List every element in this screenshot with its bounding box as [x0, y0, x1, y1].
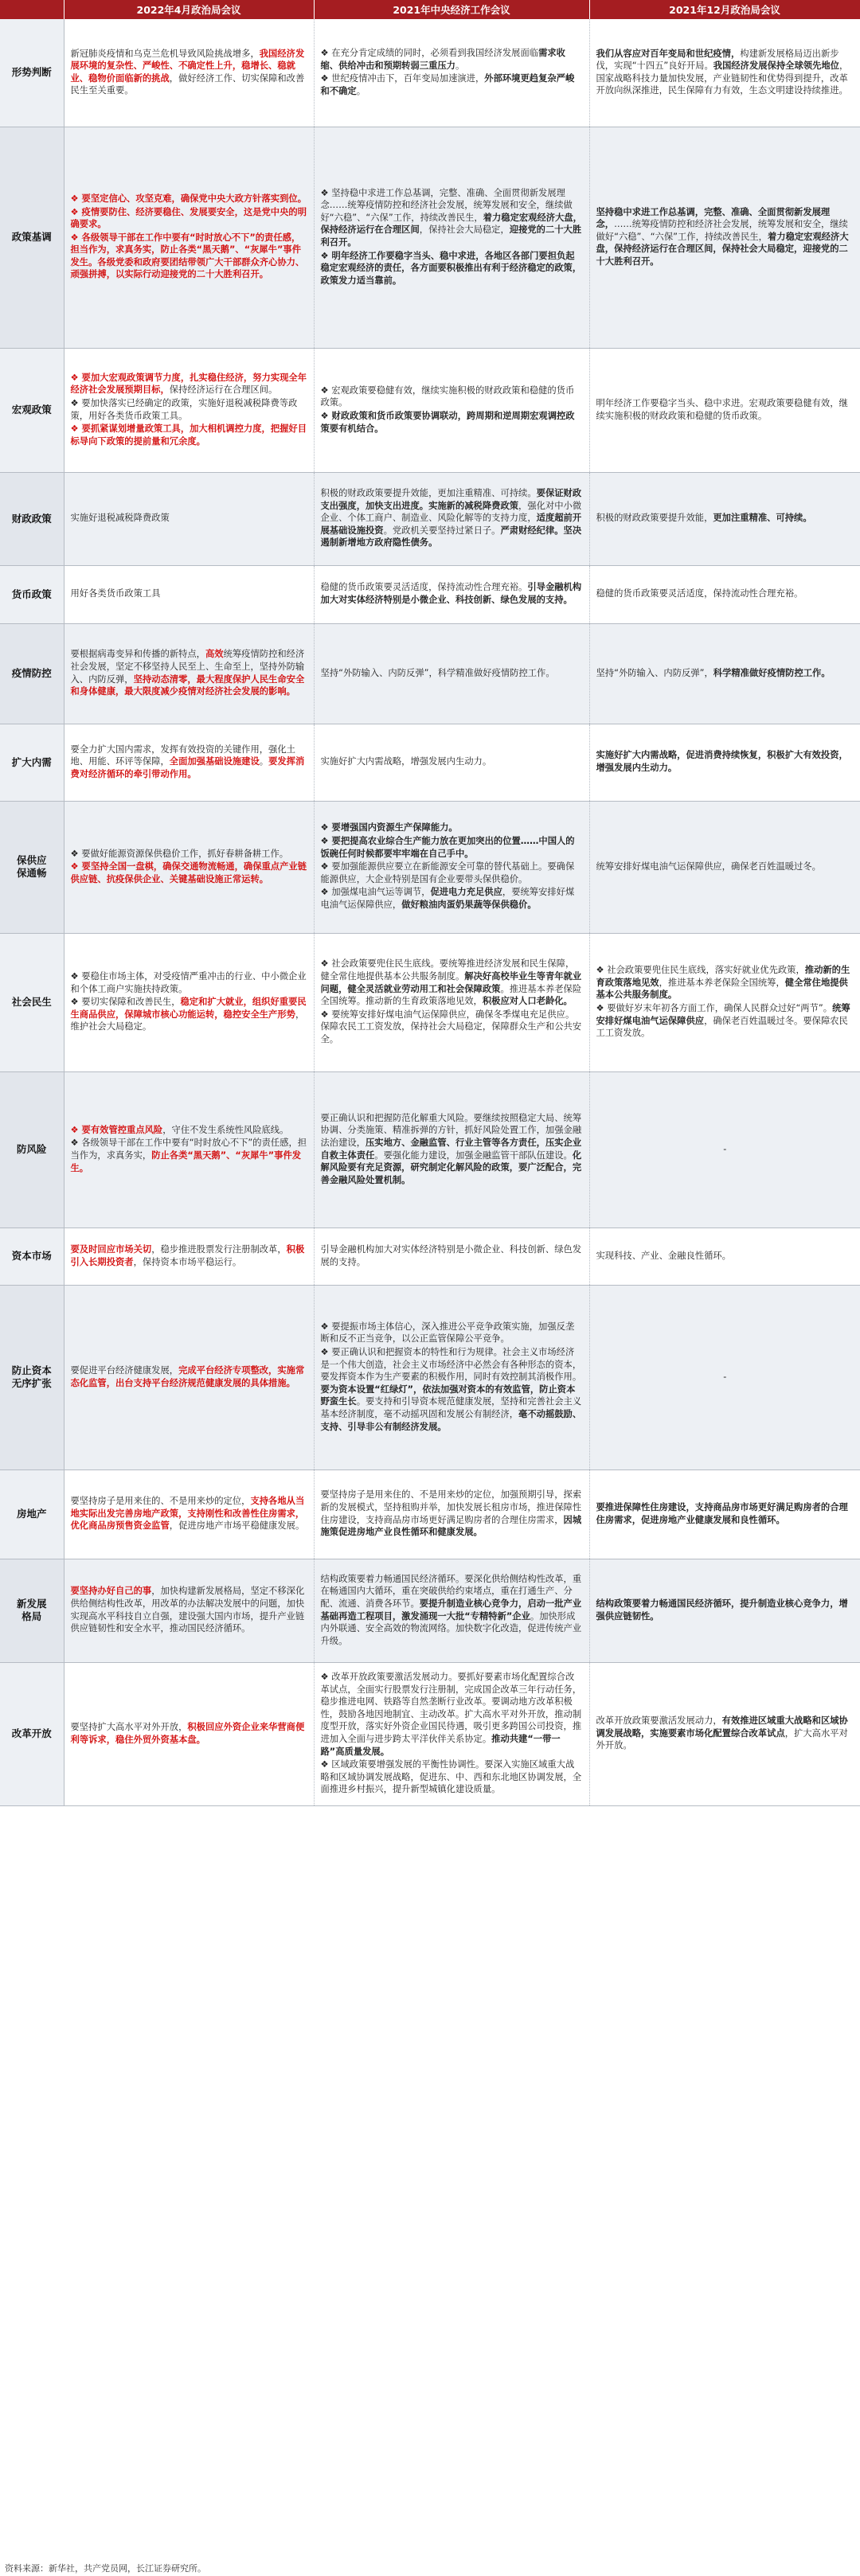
body-text: 明年经济工作要稳字当头、稳中求进。宏观政策要稳健有效，继续实施积极的财政政策和稳健的货币政策。	[596, 397, 848, 421]
policy-cell-dec-2021-politburo	[589, 565, 860, 623]
policy-cell-central-economic-work-conference	[314, 623, 589, 724]
emphasis-text: 做好粮油肉蛋奶果蔬等保供稳价。	[401, 899, 537, 910]
policy-paragraph	[71, 848, 307, 861]
highlighted-text: 积极引入长期投资者	[70, 1243, 305, 1267]
body-text: ，推进基本养老保险全国统筹，	[659, 977, 785, 988]
policy-cell-april-2022-politburo	[64, 127, 314, 348]
policy-cell-dec-2021-politburo	[589, 724, 860, 801]
policy-paragraph	[596, 1143, 854, 1156]
policy-cell-central-economic-work-conference	[314, 19, 589, 127]
table-header-row	[0, 0, 860, 19]
highlighted-text: 要坚持办好自己的事	[70, 1586, 152, 1597]
highlighted-text: ❖ 要有效管控重点风险	[70, 1124, 163, 1135]
policy-cell-april-2022-politburo	[64, 472, 314, 565]
policy-paragraph	[321, 1243, 583, 1268]
table-row	[0, 623, 860, 724]
policy-cell-april-2022-politburo	[64, 1559, 314, 1662]
emphasis-text: 要保证财政支出强度，加快支出进度。实施新的减税降费政策	[320, 488, 582, 511]
emphasis-text: 推动新的生育政策落地见效	[596, 965, 850, 988]
emphasis-text: 解决好高校毕业生等青年就业问题，健全灵活就业劳动用工和社会保障政策	[320, 971, 582, 994]
header-cell-2021-central-economic-work-conference: 2021年中央经济工作会议	[314, 0, 589, 19]
body-text: ，促进房地产市场平稳健康发展。	[169, 1520, 305, 1532]
body-text: 稳健的货币政策要灵活适度，保持流动性合理充裕。	[320, 582, 528, 593]
policy-paragraph	[71, 1137, 307, 1174]
policy-cell-dec-2021-politburo	[589, 127, 860, 348]
policy-paragraph	[321, 1758, 583, 1796]
emphasis-text: 迎接党的二十大胜利召开。	[320, 224, 582, 248]
row-category-label: 保供应 保通畅	[0, 801, 64, 933]
policy-paragraph	[321, 72, 583, 97]
highlighted-text: 高效	[205, 649, 224, 660]
body-text: 。	[259, 756, 269, 767]
highlighted-text: 要发挥消费对经济循环的牵引带动作用。	[70, 756, 305, 779]
row-category-label: 货币政策	[0, 565, 64, 623]
body-text: ❖ 坚持稳中求进工作总基调，完整、准确、全面贯彻新发展理念……统筹疫情防控和经济社会发展，统筹发展和安全，继续做好“六稳”、“六保”工作，持续改善民生，	[320, 187, 573, 223]
policy-cell-dec-2021-politburo	[589, 1662, 860, 1805]
policy-paragraph	[71, 48, 307, 97]
body-text: 。党政机关要坚持过紧日子。	[383, 525, 501, 536]
body-text: 要促进平台经济健康发展，	[70, 1364, 179, 1376]
highlighted-text: 支持各地从当地实际出发完善房地产政策，支持刚性和改善性住房需求，优化商品房预售资金监管	[70, 1496, 305, 1532]
body-text: 引导金融机构加大对实体经济特别是小微企业、科技创新、绿色发展的支持。	[320, 1243, 582, 1267]
row-category-label: 社会民生	[0, 933, 64, 1071]
policy-paragraph	[71, 744, 307, 781]
table-row	[0, 933, 860, 1071]
policy-cell-dec-2021-politburo	[589, 801, 860, 933]
policy-paragraph	[321, 384, 583, 409]
body-text: 统筹安排好煤电油气运保障供应，确保老百姓温暖过冬。	[596, 861, 821, 872]
highlighted-text: ❖ 要抓紧谋划增量政策工具，加大相机调控力度，把握好目标导向下政策的提前量和冗余度。	[70, 423, 307, 447]
emphasis-text: 积极应对人口老龄化。	[482, 996, 573, 1007]
table-row	[0, 1662, 860, 1805]
policy-cell-dec-2021-politburo	[589, 933, 860, 1071]
row-category-label: 形势判断	[0, 19, 64, 127]
body-text: ，守住不发生系统性风险底线。	[162, 1124, 289, 1135]
body-text: 改革开放政策要激活发展动力，	[596, 1715, 722, 1727]
emphasis-text: ❖ 明年经济工作要稳字当头、稳中求进，各地区各部门要担负起稳定宏观经济的责任，各方面要积极推出有利于经济稳定的政策，政策发力适当靠前。	[320, 250, 582, 286]
body-text: 要全力扩大国内需求，发挥有效投资的关键作用，强化土地、用能、环评等保障，	[70, 744, 295, 767]
policy-paragraph	[596, 667, 854, 680]
policy-paragraph	[321, 755, 583, 768]
table-row	[0, 1559, 860, 1662]
emphasis-text: 因城施策促进房地产业良性循环和健康发展。	[320, 1514, 582, 1538]
highlighted-text: 全面加强基础设施建设	[169, 756, 260, 767]
body-text: 积极的财政政策要提升效能，	[596, 513, 713, 524]
body-text: -	[723, 1143, 727, 1154]
body-text: 统筹疫情防控和经济社会发展，坚定不移坚持人民至上、生命至上，坚持外防输入、内防反弹，	[70, 649, 305, 685]
policy-paragraph	[321, 835, 583, 860]
policy-paragraph	[321, 250, 583, 287]
policy-cell-april-2022-politburo	[64, 19, 314, 127]
emphasis-text: 外部环境更趋复杂严峻和不确定	[320, 73, 575, 96]
policy-cell-central-economic-work-conference	[314, 1228, 589, 1285]
body-text: ❖ 要加强能源供应要立在新能源安全可靠的替代基础上。要确保能源供应，大企业特别是国有企业要带头保供稳价。	[320, 861, 575, 884]
body-text: 坚持“外防输入、内防反弹”，科学精准做好疫情防控工作。	[320, 667, 555, 678]
policy-paragraph	[596, 1371, 854, 1384]
policy-paragraph	[596, 861, 854, 873]
policy-cell-dec-2021-politburo	[589, 1559, 860, 1662]
highlighted-text: 积极回应外资企业来华营商便利等诉求，稳住外贸外资基本盘。	[70, 1721, 305, 1745]
row-category-label: 疫情防控	[0, 623, 64, 724]
body-text: ❖ 在充分肯定成绩的同时，必须看到我国经济发展面临	[320, 48, 539, 59]
policy-paragraph	[71, 587, 307, 600]
emphasis-text: 适度超前开展基础设施投资	[320, 513, 582, 536]
row-category-label: 防止资本 无序扩张	[0, 1285, 64, 1469]
policy-paragraph	[321, 187, 583, 249]
table-row	[0, 472, 860, 565]
table-row	[0, 19, 860, 127]
table-row	[0, 724, 860, 801]
emphasis-text: 引导金融机构加大对实体经济特别是小微企业、科技创新、绿色发展的支持。	[320, 582, 582, 605]
highlighted-text: 我国经济发展环境的复杂性、严峻性、不确定性上升，稳增长、稳就业、稳物价面临新的挑战	[70, 48, 305, 84]
emphasis-text: ❖ 要增强国内资源生产保障能力。	[320, 822, 458, 833]
policy-cell-central-economic-work-conference	[314, 1071, 589, 1228]
policy-paragraph	[321, 487, 583, 549]
emphasis-text: 要为资本设置“红绿灯”，依法加强对资本的有效监管，防止资本野蛮生长	[320, 1384, 576, 1407]
highlighted-text: ❖ 要坚持全国一盘棋，确保交通物流畅通，确保重点产业链供应链、抗疫保供企业、关键基础设施正常运转。	[70, 861, 307, 884]
policy-paragraph	[596, 1715, 854, 1752]
body-text: 坚持“外防输入、内防反弹”，	[596, 667, 713, 678]
policy-cell-april-2022-politburo	[64, 933, 314, 1071]
body-text: 。	[356, 85, 366, 96]
body-text: 。加快形成内外联通、安全高效的物流网络。加快数字化改造，促进传统产业升级。	[320, 1610, 582, 1646]
body-text: 构建新发展格局迈出新步伐，实现“十四五”良好开局。	[596, 48, 839, 72]
policy-paragraph	[71, 423, 307, 447]
policy-cell-april-2022-politburo	[64, 623, 314, 724]
policy-cell-dec-2021-politburo	[589, 472, 860, 565]
policy-paragraph	[596, 1250, 854, 1263]
body-text: ❖ 要正确认识和把握资本的特性和行为规律。社会主义市场经济是一个伟大创造，社会主义市场经济中必然会有各种形态的资本，要发挥资本作为生产要素的积极作用，同时有效控制其消极作用。	[320, 1347, 582, 1383]
highlighted-text: 稳定和扩大就业，组织好重要民生商品供应，保障城市核心功能运转，稳控安全生产形势	[70, 997, 307, 1020]
body-text: ，强化对中小微企业、个体工商户、制造业、风险化解等的支持力度，	[320, 500, 582, 524]
policy-paragraph	[71, 372, 307, 396]
policy-paragraph	[71, 1243, 307, 1268]
row-category-label: 防风险	[0, 1071, 64, 1228]
body-text: 。推进基本养老保险全国统筹。推动新的生育政策落地见效，	[320, 983, 582, 1007]
body-text: ❖ 改革开放政策要激活发展动力。要抓好要素市场化配置综合改革试点，全面实行股票发行注册制，完成国企改革三年行动任务，稳步推进电网、铁路等自然垄断行业改革。要调动地方改革积极性，鼓励各地因地制宜、主动改革。扩大高水平对外开放，推动制度型开放，落实好外资企业国民待遇，吸引更多跨国公司投资，推进加入全面与进步跨太平洋伙伴关系协定。	[320, 1672, 582, 1744]
policy-cell-april-2022-politburo	[64, 1071, 314, 1228]
policy-paragraph	[596, 1501, 854, 1526]
emphasis-text: 实施好扩大内需战略，促进消费持续恢复，积极扩大有效投资，增强发展内生动力。	[596, 750, 848, 773]
body-text: ❖ 区域政策要增强发展的平衡性协调性。要深入实施区域重大战略和区域协调发展战略，促进东、中、西和东北地区协调发展，全面推进乡村振兴，提升新型城镇化建设质量。	[320, 1759, 582, 1795]
body-text: ❖ 宏观政策要稳健有效，继续实施积极的财政政策和稳健的货币政策。	[320, 384, 575, 408]
policy-paragraph	[321, 886, 583, 911]
policy-cell-dec-2021-politburo	[589, 1285, 860, 1469]
body-text: 保持经济运行在合理区间。	[169, 384, 278, 396]
policy-cell-april-2022-politburo	[64, 1228, 314, 1285]
policy-paragraph	[71, 206, 307, 231]
policy-paragraph	[596, 1598, 854, 1622]
policy-paragraph	[321, 47, 583, 72]
body-text: 实施好退税减税降费政策	[70, 513, 170, 524]
emphasis-text: 健全常住地提供基本公共服务制度。	[596, 977, 848, 1001]
policy-paragraph	[71, 1364, 307, 1389]
body-text: ，扩大高水平对外开放。	[596, 1727, 848, 1751]
policy-cell-central-economic-work-conference	[314, 801, 589, 933]
highlighted-text: ❖ 疫情要防住、经济要稳住、发展要安全，这是党中央的明确要求。	[70, 206, 307, 230]
policy-paragraph	[71, 1585, 307, 1634]
body-text: ，维护社会大局稳定。	[70, 1009, 305, 1032]
policy-paragraph	[71, 1721, 307, 1746]
emphasis-text: 更加注重精准、可持续。	[713, 513, 812, 524]
table-row	[0, 348, 860, 472]
policy-cell-dec-2021-politburo	[589, 1071, 860, 1228]
emphasis-text: 严肃财经纪律。坚决遏制新增地方政府隐性债务。	[320, 525, 582, 548]
emphasis-text: 统筹安排好煤电油气运保障供应	[596, 1003, 850, 1026]
policy-paragraph	[71, 397, 307, 422]
emphasis-text: 我们从容应对百年变局和世纪疫情，	[596, 48, 741, 59]
table-row	[0, 1469, 860, 1559]
body-text: ❖ 要稳住市场主体，对受疫情严重冲击的行业、中小微企业和个体工商户实施扶持政策。	[70, 971, 307, 994]
body-text: ❖ 要提振市场主体信心，深入推进公平竞争政策实施，加强反垄断和反不正当竞争，以公正监管保障公平竞争。	[320, 1321, 575, 1345]
policy-paragraph	[71, 193, 307, 205]
policy-paragraph	[321, 958, 583, 1007]
header-cell-blank	[0, 0, 64, 19]
body-text: ，稳步推进股票发行注册制改革，	[151, 1243, 287, 1255]
policy-cell-dec-2021-politburo	[589, 623, 860, 724]
policy-cell-dec-2021-politburo	[589, 19, 860, 127]
table-row	[0, 1228, 860, 1285]
policy-cell-central-economic-work-conference	[314, 472, 589, 565]
body-text: ，保持社会大局稳定，	[419, 224, 510, 236]
body-text: 。要强化能力建设，加强金融监管干部队伍建设。	[374, 1149, 573, 1161]
body-text: 要正确认识和把握防范化解重大风险。要继续按照稳定大局、统筹协调、分类施策、精准拆弹的方针，抓好风险处置工作，加强金融法治建设，	[320, 1112, 582, 1148]
policy-paragraph	[71, 1124, 307, 1137]
emphasis-text: 促进电力充足供应	[430, 887, 502, 898]
body-text: 要根据病毒变异和传播的新特点，	[70, 649, 205, 660]
policy-paragraph	[321, 410, 583, 435]
body-text: ❖ 加强煤电油气运等调节，	[320, 887, 431, 898]
body-text: -	[723, 1371, 727, 1382]
body-text: 积极的财政政策要提升效能，更加注重精准、可持续。	[320, 488, 537, 499]
highlighted-text: ❖ 各级领导干部在工作中要有“时时放心不下”的责任感，担当作为，求真务实，防止各类“黑天鹅”、“灰犀牛”事件发生。各级党委和政府要团结带领广大干部群众齐心协力、顽强拼搏，以实际行动迎接党的二十大胜利召开。	[70, 232, 305, 280]
highlighted-text: 要及时回应市场关切	[70, 1243, 152, 1255]
emphasis-text: 化解风险要有充足资源，研究制定化解风险的政策，要广泛配合，完善金融风险处置机制。	[320, 1149, 582, 1185]
emphasis-text: 毫不动摇鼓励、支持、引导非公有制经济发展。	[320, 1408, 582, 1432]
body-text: 要坚持房子是用来住的、不是用来炒的定位，	[70, 1496, 251, 1507]
body-text: ❖ 要做好岁末年初各方面工作，确保人民群众过好“两节”。	[596, 1003, 833, 1013]
body-text: ❖ 要做好能源资源保供稳价工作，抓好春耕备耕工作。	[70, 848, 289, 859]
body-text: 新冠肺炎疫情和乌克兰危机导致风险挑战增多，	[70, 48, 260, 59]
body-text: 。要支持和引导资本规范健康发展，坚持和完善社会主义基本经济制度，毫不动摇巩固和发展公有制经济，	[320, 1396, 582, 1419]
policy-paragraph	[596, 206, 854, 268]
highlighted-text: ❖ 要坚定信心、攻坚克难，确保党中央大政方针落实到位。	[70, 193, 307, 204]
policy-cell-april-2022-politburo	[64, 565, 314, 623]
policy-paragraph	[321, 861, 583, 885]
highlighted-text: 完成平台经济专项整改，实施常态化监管，出台支持平台经济规范健康发展的具体措施。	[70, 1364, 305, 1388]
policy-paragraph	[321, 822, 583, 834]
emphasis-text: 我国经济发展保持全球领先地位	[713, 60, 839, 72]
body-text: ，要统筹安排好煤电油气运保障供应，	[320, 887, 575, 910]
body-text: ❖ 社会政策要兜住民生底线。要统筹推进经济发展和民生保障，健全常住地提供基本公共服务制度。	[320, 958, 575, 982]
emphasis-text: 压实地方、金融监管、行业主管等各方责任，压实企业自救主体责任	[320, 1137, 582, 1161]
row-category-label: 扩大内需	[0, 724, 64, 801]
highlighted-text: 坚持动态清零，最大程度保护人民生命安全和身体健康，最大限度减少疫情对经济社会发展的影响。	[70, 673, 305, 697]
policy-paragraph	[321, 1671, 583, 1758]
body-text: 实现科技、产业、金融良性循环。	[596, 1250, 731, 1261]
table-row	[0, 801, 860, 933]
policy-paragraph	[71, 996, 307, 1033]
table-row	[0, 1285, 860, 1469]
body-text: ❖ 各级领导干部在工作中要有“时时放心不下”的责任感，担当作为，求真务实，	[70, 1138, 307, 1161]
emphasis-text: 坚持稳中求进工作总基调，完整、准确、全面贯彻新发展理念，	[596, 206, 831, 230]
body-text: ，保持资本市场平稳运行。	[133, 1256, 242, 1267]
policy-paragraph	[71, 861, 307, 885]
policy-cell-dec-2021-politburo	[589, 1469, 860, 1559]
table-row	[0, 1071, 860, 1228]
body-text: 实施好扩大内需战略，增强发展内生动力。	[320, 756, 492, 767]
policy-paragraph	[321, 1321, 583, 1345]
row-category-label: 财政政策	[0, 472, 64, 565]
policy-paragraph	[71, 512, 307, 525]
body-text: ，做好经济工作、切实保障和改善民生至关重要。	[70, 72, 305, 96]
policy-cell-april-2022-politburo	[64, 1285, 314, 1469]
policy-cell-april-2022-politburo	[64, 801, 314, 933]
emphasis-text: ❖ 财政政策和货币政策要协调联动，跨周期和逆周期宏观调控政策要有机结合。	[320, 411, 575, 434]
row-category-label: 政策基调	[0, 127, 64, 348]
policy-paragraph	[321, 1346, 583, 1433]
body-text: ，国家战略科技力量加快发展，产业链韧性和优势得到提升，改革开放向纵深推进，民生保障有力有效，生态文明建设持续推进。	[596, 60, 849, 96]
policy-cell-central-economic-work-conference	[314, 1469, 589, 1559]
emphasis-text: 着力稳定宏观经济大盘，保持经济运行在合理区间	[320, 212, 582, 236]
body-text: ❖ 世纪疫情冲击下，百年变局加速演进，	[320, 73, 485, 84]
highlighted-text: 防止各类“黑天鹅”、“灰犀牛”事件发生。	[70, 1150, 302, 1173]
policy-paragraph	[596, 587, 854, 600]
emphasis-text: 着力稳定宏观经济大盘，保持经济运行在合理区间，保持社会大局稳定，迎接党的二十大胜利召开。	[596, 231, 849, 267]
body-text: 用好各类货币政策工具	[70, 588, 161, 599]
policy-paragraph	[321, 581, 583, 606]
policy-cell-dec-2021-politburo	[589, 348, 860, 472]
body-text: 。	[455, 60, 465, 71]
emphasis-text: 有效推进区域重大战略和区域协调发展战略，实施要素市场化配置综合改革试点	[596, 1715, 848, 1739]
emphasis-text: 要推进保障性住房建设，支持商品房市场更好满足购房者的合理住房需求，促进房地产业健康发展和良性循环。	[596, 1501, 848, 1525]
policy-paragraph	[71, 970, 307, 995]
policy-paragraph	[596, 397, 854, 422]
row-category-label: 资本市场	[0, 1228, 64, 1285]
policy-cell-dec-2021-politburo	[589, 1228, 860, 1285]
policy-cell-central-economic-work-conference	[314, 127, 589, 348]
row-category-label: 房地产	[0, 1469, 64, 1559]
row-category-label: 新发展 格局	[0, 1559, 64, 1662]
policy-paragraph	[71, 232, 307, 281]
body-text: ……统筹疫情防控和经济社会发展，统筹发展和安全，继续做好“六稳”、“六保”工作，持续改善民生，	[596, 219, 848, 242]
policy-cell-central-economic-work-conference	[314, 724, 589, 801]
policy-paragraph	[321, 1489, 583, 1538]
policy-cell-central-economic-work-conference	[314, 565, 589, 623]
policy-paragraph	[321, 1112, 583, 1187]
emphasis-text: 推动共建“一带一路”高质量发展。	[320, 1734, 561, 1757]
policy-cell-central-economic-work-conference	[314, 348, 589, 472]
policy-cell-central-economic-work-conference	[314, 1285, 589, 1469]
emphasis-text: 科学精准做好疫情防控工作。	[713, 667, 831, 678]
policy-paragraph	[321, 1009, 583, 1046]
body-text: 稳健的货币政策要灵活适度，保持流动性合理充裕。	[596, 588, 803, 599]
policy-paragraph	[596, 964, 854, 1001]
policy-paragraph	[596, 1002, 854, 1040]
policy-paragraph	[321, 1573, 583, 1648]
policy-paragraph	[596, 512, 854, 525]
header-cell-april-2022-politburo: 2022年4月政治局会议	[64, 0, 314, 19]
policy-cell-central-economic-work-conference	[314, 933, 589, 1071]
policy-cell-april-2022-politburo	[64, 724, 314, 801]
policy-cell-april-2022-politburo	[64, 1469, 314, 1559]
policy-cell-central-economic-work-conference	[314, 1559, 589, 1662]
body-text: ，加快构建新发展格局，坚定不移深化供给侧结构性改革，用改革的办法解决发展中的问题，加快实现高水平科技自立自强，建设强大国内市场，提升产业链供应链韧性和安全水平，推动国民经济循环。	[70, 1586, 305, 1634]
emphasis-text: 要提升制造业核心竞争力，启动一批产业基础再造工程项目，激发涌现一大批“专精特新”企业	[320, 1598, 582, 1622]
policy-paragraph	[71, 1495, 307, 1532]
policy-paragraph	[596, 48, 854, 97]
body-text: 要坚持房子是用来住的、不是用来炒的定位，加强预期引导，探索新的发展模式，坚持租购并举，加快发展长租房市场，推进保障性住房建设，支持商品房市场更好满足购房者的合理住房需求，	[320, 1489, 582, 1525]
emphasis-text: 需求收缩、供给冲击和预期转弱三重压力	[320, 48, 565, 71]
emphasis-text: ❖ 要把提高农业综合生产能力放在更加突出的位置……中国人的饭碗任何时候都要牢牢端在自己手中。	[320, 836, 575, 859]
row-category-label: 宏观政策	[0, 348, 64, 472]
body-text: ❖ 要统筹安排好煤电油气运保障供应，确保冬季煤电充足供应。保障农民工工资发放，保持社会大局稳定，保障群众生产和公共安全。	[320, 1009, 582, 1044]
policy-cell-april-2022-politburo	[64, 348, 314, 472]
policy-cell-central-economic-work-conference	[314, 1662, 589, 1805]
policy-paragraph	[71, 648, 307, 697]
body-text: ❖ 要切实保障和改善民生，	[70, 997, 181, 1008]
row-category-label: 改革开放	[0, 1662, 64, 1805]
highlighted-text: ❖ 要加大宏观政策调节力度，扎实稳住经济，努力实现全年经济社会发展预期目标，	[70, 372, 307, 396]
policy-paragraph	[321, 667, 583, 680]
body-text: 结构政策要着力畅通国民经济循环。要深化供给侧结构性改革，重在畅通国内大循环，重在突破供给约束堵点，重在打通生产、分配、流通、消费各环节。	[320, 1573, 582, 1609]
emphasis-text: 结构政策要着力畅通国民经济循环，提升制造业核心竞争力，增强供应链韧性。	[596, 1598, 848, 1622]
source-footnote: 资料来源：新华社，共产党员网，长江证券研究所。	[5, 2563, 206, 2574]
table-body	[0, 19, 860, 1805]
policy-cell-april-2022-politburo	[64, 1662, 314, 1805]
policy-paragraph	[596, 749, 854, 774]
body-text: ❖ 要加快落实已经确定的政策，实施好退税减税降费等政策，用好各类货币政策工具。	[70, 397, 298, 421]
body-text: ，确保老百姓温暖过冬。要保障农民工工资发放。	[596, 1015, 848, 1039]
body-text: 要坚持扩大高水平对外开放，	[70, 1721, 188, 1732]
table-row	[0, 565, 860, 623]
table-row	[0, 127, 860, 348]
header-cell-dec-2021-politburo: 2021年12月政治局会议	[589, 0, 860, 19]
body-text: ❖ 社会政策要兜住民生底线，落实好就业优先政策，	[596, 965, 805, 976]
